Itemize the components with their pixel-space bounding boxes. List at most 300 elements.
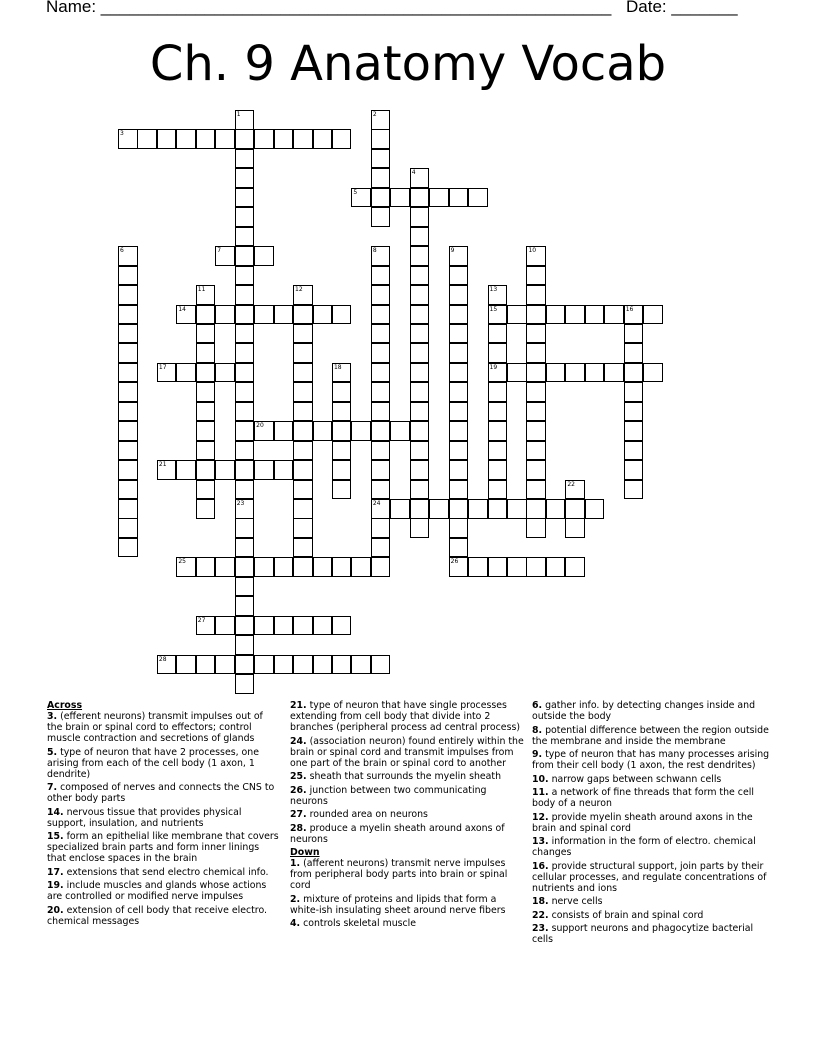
- crossword-cell[interactable]: [371, 266, 391, 286]
- crossword-cell[interactable]: [293, 343, 313, 363]
- crossword-cell[interactable]: [488, 402, 508, 422]
- crossword-cell[interactable]: [565, 305, 585, 325]
- crossword-cell[interactable]: [604, 305, 624, 325]
- crossword-cell[interactable]: [332, 402, 352, 422]
- crossword-cell[interactable]: [526, 382, 546, 402]
- crossword-cell[interactable]: [624, 305, 644, 325]
- crossword-cell[interactable]: [332, 557, 352, 577]
- crossword-cell[interactable]: [332, 460, 352, 480]
- crossword-cell[interactable]: [449, 324, 469, 344]
- crossword-cell[interactable]: [624, 460, 644, 480]
- crossword-cell[interactable]: [488, 460, 508, 480]
- crossword-cell[interactable]: [118, 421, 138, 441]
- crossword-cell[interactable]: [546, 499, 566, 519]
- crossword-cell[interactable]: [488, 382, 508, 402]
- crossword-cell[interactable]: [371, 655, 391, 675]
- crossword-cell[interactable]: [196, 480, 216, 500]
- crossword-cell[interactable]: [293, 460, 313, 480]
- crossword-cell[interactable]: [410, 188, 430, 208]
- crossword-cell[interactable]: [371, 518, 391, 538]
- crossword-cell[interactable]: [313, 557, 333, 577]
- crossword-cell[interactable]: [371, 499, 391, 519]
- crossword-cell[interactable]: [429, 188, 449, 208]
- crossword-cell[interactable]: [235, 363, 255, 383]
- crossword-cell[interactable]: [274, 421, 294, 441]
- crossword-cell[interactable]: [351, 557, 371, 577]
- crossword-cell[interactable]: [565, 518, 585, 538]
- crossword-cell[interactable]: [371, 285, 391, 305]
- crossword-cell[interactable]: [468, 499, 488, 519]
- crossword-cell[interactable]: [274, 655, 294, 675]
- crossword-cell[interactable]: [235, 305, 255, 325]
- crossword-cell[interactable]: [410, 460, 430, 480]
- crossword-cell[interactable]: [215, 246, 235, 266]
- crossword-cell[interactable]: [196, 129, 216, 149]
- crossword-cell[interactable]: [137, 129, 157, 149]
- crossword-cell[interactable]: [274, 129, 294, 149]
- crossword-cell[interactable]: [371, 363, 391, 383]
- crossword-cell[interactable]: [293, 557, 313, 577]
- crossword-cell[interactable]: [410, 168, 430, 188]
- crossword-cell[interactable]: [293, 655, 313, 675]
- crossword-cell[interactable]: [410, 441, 430, 461]
- crossword-cell[interactable]: [371, 421, 391, 441]
- crossword-cell[interactable]: [235, 499, 255, 519]
- clue-number: 13: [489, 286, 498, 294]
- clue-across: 15. form an epithelial like membrane that covers specialized brain parts and form inner linings that enclose spaces in the brain: [47, 831, 279, 864]
- crossword-cell[interactable]: [565, 557, 585, 577]
- crossword-cell[interactable]: [118, 324, 138, 344]
- name-field[interactable]: Name: ______________________________________________________: [46, 0, 612, 16]
- crossword-cell[interactable]: [371, 538, 391, 558]
- crossword-cell[interactable]: [157, 363, 177, 383]
- clue-across: 26. junction between two communicating neurons: [290, 784, 487, 807]
- crossword-cell[interactable]: [488, 285, 508, 305]
- crossword-cell[interactable]: [176, 557, 196, 577]
- crossword-cell[interactable]: [235, 188, 255, 208]
- crossword-cell[interactable]: [390, 188, 410, 208]
- crossword-cell[interactable]: [449, 285, 469, 305]
- crossword-cell[interactable]: [196, 305, 216, 325]
- crossword-cell[interactable]: [235, 635, 255, 655]
- crossword-cell[interactable]: [585, 305, 605, 325]
- date-field[interactable]: Date: _______: [626, 0, 738, 16]
- crossword-cell[interactable]: [254, 616, 274, 636]
- crossword-cell[interactable]: [526, 557, 546, 577]
- clue-number: 2: [372, 111, 377, 118]
- crossword-cell[interactable]: [449, 518, 469, 538]
- crossword-cell[interactable]: [507, 499, 527, 519]
- crossword-cell[interactable]: [196, 655, 216, 675]
- crossword-cell[interactable]: [526, 480, 546, 500]
- crossword-cell[interactable]: [235, 577, 255, 597]
- crossword-cell[interactable]: [390, 421, 410, 441]
- crossword-cell[interactable]: [235, 538, 255, 558]
- clue-number: 8: [372, 247, 377, 255]
- crossword-cell[interactable]: [235, 596, 255, 616]
- clue-across: 5. type of neuron that have 2 processes, one arising from each of the cell body (1 axon, 1 dendrite): [47, 746, 260, 780]
- crossword-cell[interactable]: [410, 324, 430, 344]
- crossword-cell[interactable]: [449, 460, 469, 480]
- crossword-cell[interactable]: [565, 480, 585, 500]
- crossword-cell[interactable]: [235, 324, 255, 344]
- crossword-cell[interactable]: [293, 518, 313, 538]
- clue-number: 9: [450, 247, 455, 255]
- crossword-cell[interactable]: [371, 460, 391, 480]
- crossword-cell[interactable]: [526, 266, 546, 286]
- crossword-cell[interactable]: [488, 324, 508, 344]
- crossword-cell[interactable]: [293, 129, 313, 149]
- crossword-cell[interactable]: [526, 343, 546, 363]
- crossword-cell[interactable]: [118, 285, 138, 305]
- crossword-cell[interactable]: [488, 557, 508, 577]
- crossword-cell[interactable]: [254, 246, 274, 266]
- crossword-cell[interactable]: [449, 421, 469, 441]
- crossword-cell[interactable]: [565, 363, 585, 383]
- crossword-cell[interactable]: [429, 499, 449, 519]
- crossword-cell[interactable]: [526, 363, 546, 383]
- clue-down: 9. type of neuron that has many processes arising from their cell body (1 axon, the rest dendrites): [532, 749, 770, 771]
- crossword-cell[interactable]: [293, 616, 313, 636]
- crossword-cell[interactable]: [332, 363, 352, 383]
- crossword-cell[interactable]: [274, 616, 294, 636]
- clue-number: 24: [372, 500, 381, 507]
- clue-number: 7: [217, 247, 222, 255]
- crossword-cell[interactable]: [332, 382, 352, 402]
- crossword-cell[interactable]: [371, 480, 391, 500]
- clue-number: 20: [256, 422, 264, 430]
- clue-down: 4. controls skeletal muscle: [290, 918, 417, 929]
- crossword-cell[interactable]: [643, 363, 663, 383]
- crossword-cell[interactable]: [176, 460, 196, 480]
- crossword-cell[interactable]: [332, 616, 352, 636]
- crossword-cell[interactable]: [526, 499, 546, 519]
- crossword-cell[interactable]: [235, 343, 255, 363]
- crossword-cell[interactable]: [196, 441, 216, 461]
- crossword-cell[interactable]: [351, 188, 371, 208]
- crossword-cell[interactable]: [488, 441, 508, 461]
- crossword-cell[interactable]: [235, 441, 255, 461]
- crossword-cell[interactable]: [235, 421, 255, 441]
- crossword-cell[interactable]: [176, 655, 196, 675]
- crossword-cell[interactable]: [410, 266, 430, 286]
- crossword-cell[interactable]: [196, 285, 216, 305]
- crossword-cell[interactable]: [254, 655, 274, 675]
- clue-across: 21. type of neuron that have single processes extending from cell body that divide into 2 branches (peripheral process ad central process): [290, 700, 520, 733]
- crossword-cell[interactable]: [332, 441, 352, 461]
- crossword-cell[interactable]: [196, 616, 216, 636]
- crossword-cell[interactable]: [293, 538, 313, 558]
- crossword-cell[interactable]: [118, 402, 138, 422]
- crossword-cell[interactable]: [371, 149, 391, 169]
- crossword-cell[interactable]: [449, 188, 469, 208]
- crossword-cell[interactable]: [526, 246, 546, 266]
- crossword-cell[interactable]: [196, 363, 216, 383]
- crossword-cell[interactable]: [526, 305, 546, 325]
- crossword-cell[interactable]: [293, 324, 313, 344]
- crossword-cell[interactable]: [118, 480, 138, 500]
- crossword-cell[interactable]: [585, 499, 605, 519]
- crossword-cell[interactable]: [274, 557, 294, 577]
- crossword-cell[interactable]: [410, 305, 430, 325]
- clue-down: 8. potential difference between the region outside the membrane and inside the membrane: [532, 724, 769, 747]
- crossword-cell[interactable]: [624, 343, 644, 363]
- crossword-cell[interactable]: [410, 518, 430, 538]
- crossword-cell[interactable]: [235, 616, 255, 636]
- clue-number: 6: [120, 247, 124, 255]
- crossword-cell[interactable]: [215, 616, 235, 636]
- crossword-cell[interactable]: [118, 363, 138, 383]
- crossword-cell[interactable]: [371, 441, 391, 461]
- crossword-cell[interactable]: [196, 343, 216, 363]
- crossword-cell[interactable]: [235, 266, 255, 286]
- crossword-cell[interactable]: [332, 480, 352, 500]
- crossword-cell[interactable]: [526, 518, 546, 538]
- crossword-cell[interactable]: [235, 460, 255, 480]
- crossword-cell[interactable]: [293, 480, 313, 500]
- crossword-cell[interactable]: [526, 324, 546, 344]
- crossword-cell[interactable]: [313, 129, 333, 149]
- crossword-cell[interactable]: [507, 557, 527, 577]
- crossword-cell[interactable]: [488, 499, 508, 519]
- crossword-cell[interactable]: [235, 227, 255, 247]
- crossword-cell[interactable]: [313, 305, 333, 325]
- clue-across: 14. nervous tissue that provides physical support, insulation, and nutrients: [47, 806, 242, 829]
- crossword-cell[interactable]: [254, 305, 274, 325]
- crossword-cell[interactable]: [546, 305, 566, 325]
- crossword-cell[interactable]: [235, 382, 255, 402]
- crossword-cell[interactable]: [410, 227, 430, 247]
- crossword-cell[interactable]: [118, 305, 138, 325]
- crossword-cell[interactable]: [449, 246, 469, 266]
- crossword-cell[interactable]: [410, 343, 430, 363]
- crossword-cell[interactable]: [565, 499, 585, 519]
- crossword-cell[interactable]: [235, 168, 255, 188]
- clue-down: 2. mixture of proteins and lipids that form a white-ish insulating sheet around nerve fibers: [290, 893, 506, 916]
- crossword-cell[interactable]: [118, 441, 138, 461]
- crossword-cell[interactable]: [468, 557, 488, 577]
- crossword-cell[interactable]: [235, 285, 255, 305]
- crossword-cell[interactable]: [449, 499, 469, 519]
- crossword-cell[interactable]: [371, 402, 391, 422]
- crossword-cell[interactable]: [371, 305, 391, 325]
- crossword-cell[interactable]: [488, 421, 508, 441]
- crossword-cell[interactable]: [274, 460, 294, 480]
- crossword-cell[interactable]: [410, 421, 430, 441]
- crossword-cell[interactable]: [254, 421, 274, 441]
- crossword-cell[interactable]: [371, 129, 391, 149]
- crossword-cell[interactable]: [371, 207, 391, 227]
- crossword-cell[interactable]: [118, 538, 138, 558]
- crossword-cell[interactable]: [157, 129, 177, 149]
- crossword-cell[interactable]: [449, 538, 469, 558]
- crossword-cell[interactable]: [371, 324, 391, 344]
- crossword-cell[interactable]: [176, 305, 196, 325]
- crossword-cell[interactable]: [488, 343, 508, 363]
- crossword-cell[interactable]: [410, 207, 430, 227]
- crossword-cell[interactable]: [196, 557, 216, 577]
- crossword-cell[interactable]: [157, 655, 177, 675]
- crossword-cell[interactable]: [313, 655, 333, 675]
- crossword-cell[interactable]: [176, 363, 196, 383]
- crossword-cell[interactable]: [254, 460, 274, 480]
- clue-number: 11: [197, 286, 206, 294]
- crossword-cell[interactable]: [235, 246, 255, 266]
- crossword-cell[interactable]: [215, 655, 235, 675]
- crossword-cell[interactable]: [351, 421, 371, 441]
- crossword-cell[interactable]: [293, 499, 313, 519]
- crossword-cell[interactable]: [371, 382, 391, 402]
- crossword-cell[interactable]: [293, 421, 313, 441]
- crossword-cell[interactable]: [196, 402, 216, 422]
- crossword-cell[interactable]: [332, 655, 352, 675]
- crossword-cell[interactable]: [196, 460, 216, 480]
- crossword-cell[interactable]: [449, 382, 469, 402]
- crossword-cell[interactable]: [624, 363, 644, 383]
- crossword-cell[interactable]: [526, 402, 546, 422]
- crossword-cell[interactable]: [410, 499, 430, 519]
- crossword-cell[interactable]: [449, 557, 469, 577]
- crossword-cell[interactable]: [118, 246, 138, 266]
- crossword-cell[interactable]: [488, 480, 508, 500]
- crossword-cell[interactable]: [254, 129, 274, 149]
- crossword-cell[interactable]: [449, 266, 469, 286]
- crossword-cell[interactable]: [196, 382, 216, 402]
- crossword-cell[interactable]: [624, 421, 644, 441]
- crossword-cell[interactable]: [118, 460, 138, 480]
- crossword-cell[interactable]: [235, 207, 255, 227]
- crossword-cell[interactable]: [235, 655, 255, 675]
- clue-number: 4: [411, 169, 416, 177]
- crossword-cell[interactable]: [235, 129, 255, 149]
- crossword-cell[interactable]: [293, 305, 313, 325]
- crossword-cell[interactable]: [351, 655, 371, 675]
- crossword-cell[interactable]: [293, 402, 313, 422]
- crossword-cell[interactable]: [176, 129, 196, 149]
- crossword-cell[interactable]: [449, 343, 469, 363]
- crossword-cell[interactable]: [449, 305, 469, 325]
- crossword-cell[interactable]: [526, 460, 546, 480]
- crossword-cell[interactable]: [449, 480, 469, 500]
- crossword-cell[interactable]: [332, 129, 352, 149]
- crossword-cell[interactable]: [293, 285, 313, 305]
- crossword-cell[interactable]: [235, 149, 255, 169]
- crossword-cell[interactable]: [293, 441, 313, 461]
- clue-across: 20. extension of cell body that receive electro. chemical messages: [47, 904, 267, 927]
- crossword-cell[interactable]: [235, 480, 255, 500]
- crossword-cell[interactable]: [235, 110, 255, 130]
- clue-number: 15: [489, 305, 498, 313]
- crossword-cell[interactable]: [118, 499, 138, 519]
- crossword-cell[interactable]: [313, 616, 333, 636]
- crossword-cell[interactable]: [118, 518, 138, 538]
- crossword-cell[interactable]: [410, 285, 430, 305]
- across-heading: Across: [47, 700, 83, 711]
- crossword-cell[interactable]: [235, 674, 255, 694]
- crossword-cell[interactable]: [410, 382, 430, 402]
- crossword-cell[interactable]: [624, 382, 644, 402]
- crossword-cell[interactable]: [468, 188, 488, 208]
- crossword-cell[interactable]: [235, 402, 255, 422]
- crossword-cell[interactable]: [604, 363, 624, 383]
- crossword-cell[interactable]: [371, 557, 391, 577]
- crossword-cell[interactable]: [643, 305, 663, 325]
- crossword-cell[interactable]: [410, 363, 430, 383]
- clue-number: 1: [236, 111, 241, 118]
- crossword-cell[interactable]: [215, 363, 235, 383]
- crossword-cell[interactable]: [390, 499, 410, 519]
- crossword-cell[interactable]: [546, 363, 566, 383]
- crossword-cell[interactable]: [313, 421, 333, 441]
- crossword-cell[interactable]: [410, 480, 430, 500]
- crossword-cell[interactable]: [526, 441, 546, 461]
- crossword-cell[interactable]: [507, 363, 527, 383]
- crossword-cell[interactable]: [196, 324, 216, 344]
- crossword-cell[interactable]: [371, 110, 391, 130]
- crossword-cell[interactable]: [371, 343, 391, 363]
- crossword-cell[interactable]: [624, 480, 644, 500]
- crossword-cell[interactable]: [332, 421, 352, 441]
- clue-number: 25: [178, 558, 186, 566]
- crossword-cell[interactable]: [118, 129, 138, 149]
- crossword-cell[interactable]: [585, 363, 605, 383]
- clue-down: 23. support neurons and phagocytize bacterial cells: [532, 923, 754, 945]
- crossword-cell[interactable]: [371, 246, 391, 266]
- crossword-cell[interactable]: [215, 305, 235, 325]
- crossword-cell[interactable]: [293, 382, 313, 402]
- crossword-cell[interactable]: [449, 402, 469, 422]
- clue-number: 3: [120, 130, 124, 138]
- crossword-cell[interactable]: [254, 557, 274, 577]
- crossword-cell[interactable]: [507, 305, 527, 325]
- crossword-cell[interactable]: [157, 460, 177, 480]
- crossword-cell[interactable]: [215, 129, 235, 149]
- crossword-cell[interactable]: [410, 246, 430, 266]
- crossword-cell[interactable]: [410, 402, 430, 422]
- crossword-cell[interactable]: [274, 305, 294, 325]
- crossword-cell[interactable]: [371, 168, 391, 188]
- crossword-cell[interactable]: [196, 499, 216, 519]
- crossword-cell[interactable]: [293, 363, 313, 383]
- clue-down: 22. consists of brain and spinal cord: [532, 909, 704, 921]
- crossword-cell[interactable]: [488, 363, 508, 383]
- crossword-cell[interactable]: [196, 421, 216, 441]
- clue-number: 23: [236, 500, 245, 507]
- crossword-cell[interactable]: [624, 402, 644, 422]
- crossword-cell[interactable]: [624, 324, 644, 344]
- clue-number: 21: [158, 461, 167, 469]
- crossword-cell[interactable]: [332, 305, 352, 325]
- crossword-cell[interactable]: [235, 557, 255, 577]
- page-title: Ch. 9 Anatomy Vocab: [149, 36, 667, 92]
- clue-across: 17. extensions that send electro chemical info.: [47, 866, 269, 878]
- crossword-cell[interactable]: [118, 343, 138, 363]
- crossword-cell[interactable]: [449, 441, 469, 461]
- clue-number: 14: [178, 305, 186, 313]
- crossword-cell[interactable]: [371, 188, 391, 208]
- crossword-cell[interactable]: [235, 518, 255, 538]
- crossword-cell[interactable]: [118, 382, 138, 402]
- crossword-cell[interactable]: [488, 305, 508, 325]
- crossword-cell[interactable]: [526, 285, 546, 305]
- crossword-cell[interactable]: [215, 557, 235, 577]
- crossword-cell[interactable]: [546, 557, 566, 577]
- crossword-cell[interactable]: [624, 441, 644, 461]
- crossword-cell[interactable]: [526, 421, 546, 441]
- crossword-cell[interactable]: [118, 266, 138, 286]
- crossword-cell[interactable]: [215, 460, 235, 480]
- crossword-cell[interactable]: [449, 363, 469, 383]
